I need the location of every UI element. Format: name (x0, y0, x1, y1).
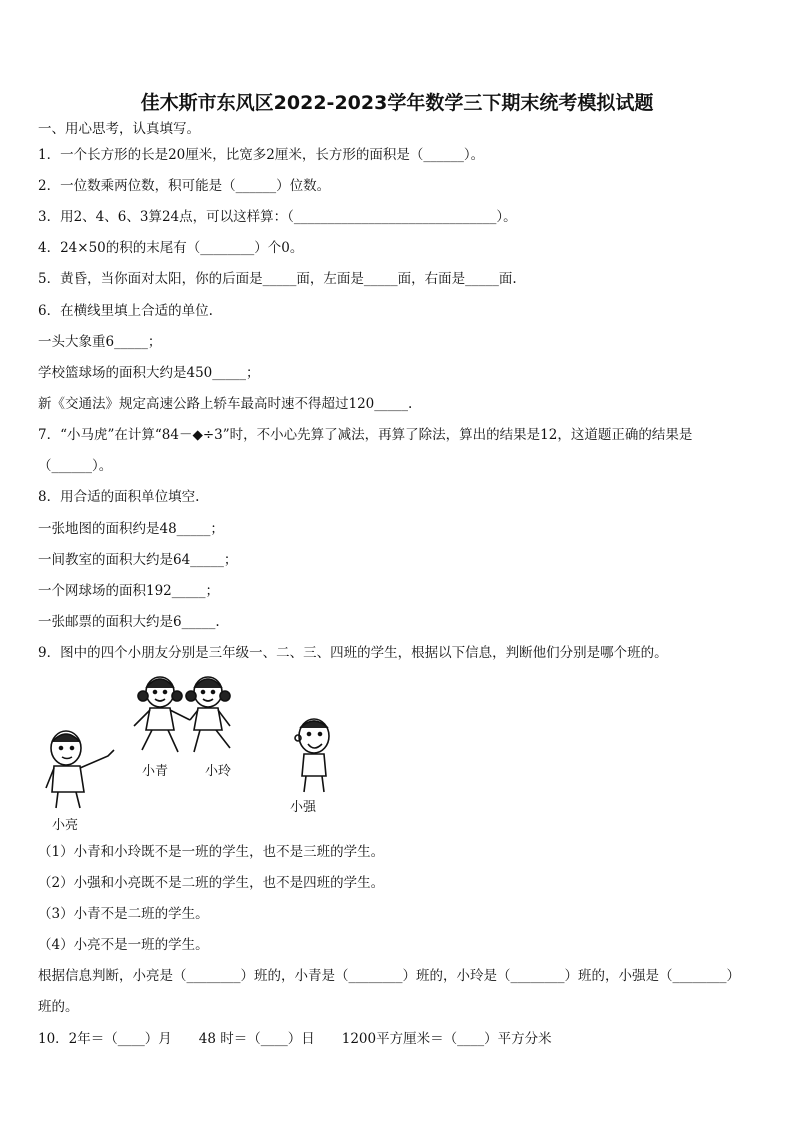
label-xiaoqing: 小青 (142, 764, 169, 779)
question-6-item: 一头大象重6_____； (38, 334, 162, 350)
label-xiaoling: 小玲 (205, 764, 232, 779)
question-8: 8．用合适的面积单位填空. (38, 489, 200, 505)
label-xiaoqiang: 小强 (290, 800, 317, 815)
question-8-item: 一张地图的面积约是48_____； (38, 521, 224, 537)
question-1: 1．一个长方形的长是20厘米，比宽多2厘米，长方形的面积是（______）。 (38, 147, 485, 163)
question-3: 3．用2、4、6、3算24点，可以这样算：（______________________________）。 (38, 209, 517, 225)
clue-4: （4）小亮不是一班的学生。 (38, 937, 209, 953)
question-8-item: 一个网球场的面积192_____； (38, 583, 220, 599)
question-6-item: 学校篮球场的面积大约是450_____； (38, 365, 260, 381)
question-2: 2．一位数乘两位数，积可能是（______）位数。 (38, 178, 331, 194)
label-xiaoliang: 小亮 (52, 818, 79, 833)
question-7-answer: （______）。 (38, 458, 113, 474)
question-9-answer: 根据信息判断，小亮是（________）班的，小青是（________）班的，小玲是（________）班的，小强是（________） (38, 968, 740, 984)
section-heading: 一、用心思考，认真填写。 (38, 121, 200, 137)
question-9: 9．图中的四个小朋友分别是三年级一、二、三、四班的学生，根据以下信息，判断他们分别是哪个班的。 (38, 645, 668, 661)
question-6: 6．在横线里填上合适的单位. (38, 303, 213, 319)
question-6-item: 新《交通法》规定高速公路上轿车最高时速不得超过120_____. (38, 396, 413, 412)
question-10: 10．2年＝（____）月 48 时＝（____）日 1200平方厘米＝（____）平方分米 (38, 1031, 552, 1047)
clue-1: （1）小青和小玲既不是一班的学生，也不是三班的学生。 (38, 844, 385, 860)
question-5: 5．黄昏，当你面对太阳，你的后面是_____面，左面是_____面，右面是_____面. (38, 271, 517, 287)
clue-2: （2）小强和小亮既不是二班的学生，也不是四班的学生。 (38, 875, 385, 891)
question-9-answer-cont: 班的。 (38, 999, 79, 1015)
question-8-item: 一张邮票的面积大约是6_____. (38, 614, 220, 630)
clue-3: （3）小青不是二班的学生。 (38, 906, 209, 922)
question-8-item: 一间教室的面积大约是64_____； (38, 552, 238, 568)
question-4: 4．24×50的积的末尾有（________）个0。 (38, 240, 304, 256)
kids-illustration (30, 668, 370, 833)
kids-drawing (30, 668, 370, 833)
page-title: 佳木斯市东风区2022-2023学年数学三下期末统考模拟试题 (140, 92, 654, 114)
question-7: 7．“小马虎”在计算“84－◆÷3”时，不小心先算了减法，再算了除法，算出的结果是12，这道题正确的结果是 (38, 427, 693, 443)
